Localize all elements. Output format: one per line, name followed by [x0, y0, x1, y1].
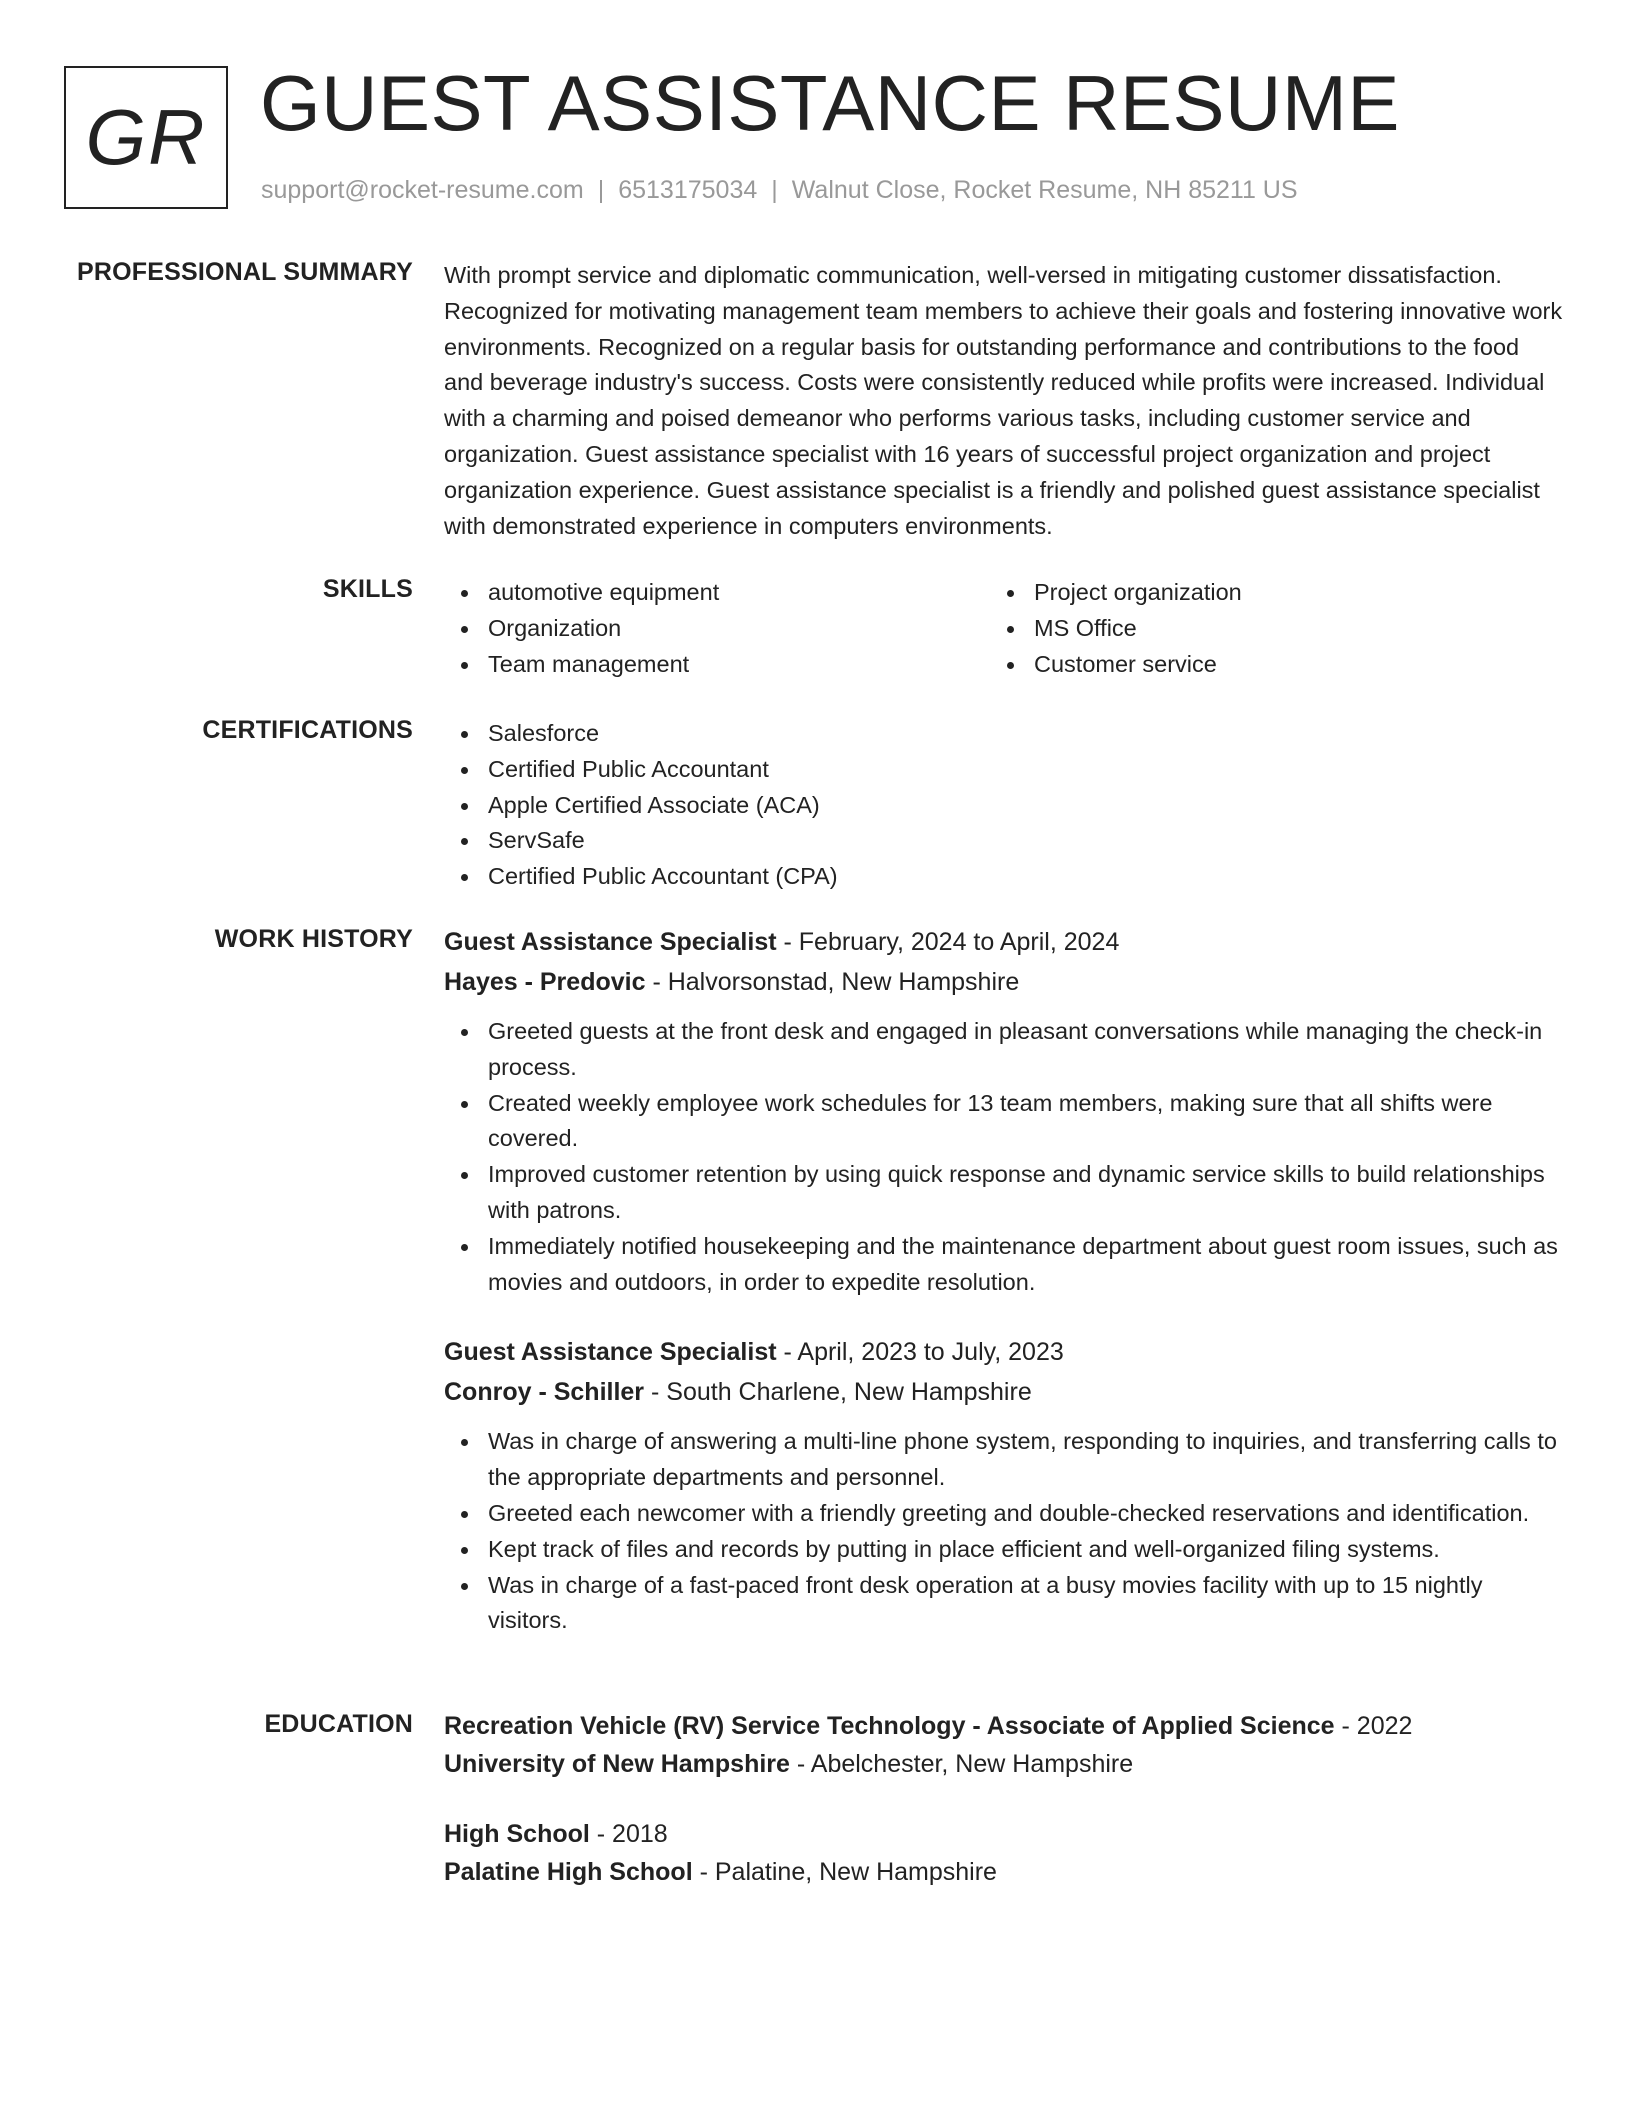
job-location: - South Charlene, New Hampshire — [644, 1378, 1032, 1407]
job-dates: - April, 2023 to July, 2023 — [776, 1338, 1064, 1367]
monogram-initials: GR — [85, 93, 207, 181]
certification-item: Apple Certified Associate (ACA) — [444, 788, 1564, 824]
certification-item: Certified Public Accountant (CPA) — [444, 859, 1564, 895]
job-dates: - February, 2024 to April, 2024 — [776, 928, 1120, 956]
skill-item: MS Office — [990, 611, 1536, 647]
section-label-work-history: WORK HISTORY — [214, 925, 413, 953]
job-bullet: Greeted each newcomer with a friendly greeting and double-checked reservations and identification. — [444, 1496, 1564, 1532]
job-entry — [444, 922, 1564, 1300]
job-title: Guest Assistance Specialist — [444, 1338, 777, 1367]
education-school-line — [444, 1853, 1564, 1891]
certification-item: Certified Public Accountant — [444, 752, 1564, 788]
section-label-education: EDUCATION — [264, 1710, 413, 1738]
education-location: - Abelchester, New Hampshire — [789, 1750, 1134, 1778]
job-title: Guest Assistance Specialist — [444, 928, 777, 956]
contact-phone: 6513175034 — [618, 176, 758, 204]
job-bullet: Greeted guests at the front desk and engaged in pleasant conversations while managing the check-in process. — [444, 1014, 1564, 1086]
contact-separator: | — [597, 176, 605, 204]
summary-text: With prompt service and diplomatic communication, well-versed in mitigating customer dissatisfaction. Recognized for motivating management team members to achieve their goals and fostering innovative work environments. Recognized on a regular basis for outstanding performance and contributions to the food and beverage industry's success. Costs were consistently reduced while profits were increased. Individual with a charming and poised demeanor who performs various tasks, including customer service and organization. Guest assistance specialist with 16 years of successful project organization and project organization experience. Guest assistance specialist is a friendly and polished guest assistance specialist with demonstrated experience in computers environments. — [444, 262, 1563, 539]
monogram-box — [64, 66, 228, 209]
education-entry — [444, 1815, 1564, 1891]
job-bullet: Was in charge of a fast-paced front desk operation at a busy movies facility with up to 15 nightly visitors. — [444, 1568, 1564, 1640]
job-company-line — [444, 962, 1564, 1002]
education-school: University of New Hampshire — [444, 1750, 790, 1778]
education-year: - 2018 — [589, 1820, 668, 1848]
education-location: - Palatine, New Hampshire — [692, 1858, 997, 1886]
education-degree: Recreation Vehicle (RV) Service Technology - Associate of Applied Science — [444, 1712, 1335, 1740]
job-bullet: Immediately notified housekeeping and the maintenance department about guest room issues, such as movies and outdoors, in order to expedite resolution. — [444, 1229, 1564, 1301]
skills-list-left — [444, 575, 990, 682]
education-entry — [444, 1707, 1564, 1783]
section-label-certifications: CERTIFICATIONS — [202, 716, 413, 744]
education-degree: High School — [444, 1820, 590, 1848]
job-bullets — [444, 1014, 1564, 1300]
job-title-line — [444, 1332, 1564, 1372]
contact-separator: | — [771, 176, 778, 204]
job-entry — [444, 1332, 1564, 1639]
certification-item: ServSafe — [444, 823, 1564, 859]
contact-line — [261, 176, 1298, 205]
job-company: Conroy - Schiller — [444, 1378, 645, 1407]
contact-email: support@rocket-resume.com — [261, 176, 584, 204]
section-label-skills: SKILLS — [322, 575, 413, 603]
education-degree-line — [444, 1815, 1564, 1853]
education-school-line — [444, 1745, 1564, 1783]
education-school: Palatine High School — [444, 1858, 693, 1886]
certification-item: Salesforce — [444, 716, 1564, 752]
skill-item: Team management — [444, 647, 990, 683]
job-bullet: Improved customer retention by using quick response and dynamic service skills to build relationships with patrons. — [444, 1157, 1564, 1229]
section-label-summary: PROFESSIONAL SUMMARY — [77, 258, 413, 286]
job-company: Hayes - Predovic — [444, 968, 646, 996]
job-title-line — [444, 922, 1564, 962]
skills-list-right — [990, 575, 1536, 682]
certifications-list — [444, 716, 1564, 895]
job-location: - Halvorsonstad, New Hampshire — [645, 968, 1020, 996]
education-year: - 2022 — [1334, 1712, 1413, 1740]
job-bullet: Kept track of files and records by putting in place efficient and well-organized filing systems. — [444, 1532, 1564, 1568]
job-company-line — [444, 1372, 1564, 1412]
skill-item: automotive equipment — [444, 575, 990, 611]
skill-item: Customer service — [990, 647, 1536, 683]
job-bullet: Created weekly employee work schedules for 13 team members, making sure that all shifts were covered. — [444, 1086, 1564, 1158]
skill-item: Organization — [444, 611, 990, 647]
skill-item: Project organization — [990, 575, 1536, 611]
education-degree-line — [444, 1707, 1564, 1745]
resume-title: GUEST ASSISTANCE RESUME — [260, 59, 1400, 147]
job-bullets — [444, 1424, 1564, 1639]
job-bullet: Was in charge of answering a multi-line phone system, responding to inquiries, and transferring calls to the appropriate departments and personnel. — [444, 1424, 1564, 1496]
contact-address: Walnut Close, Rocket Resume, NH 85211 US — [791, 176, 1298, 204]
